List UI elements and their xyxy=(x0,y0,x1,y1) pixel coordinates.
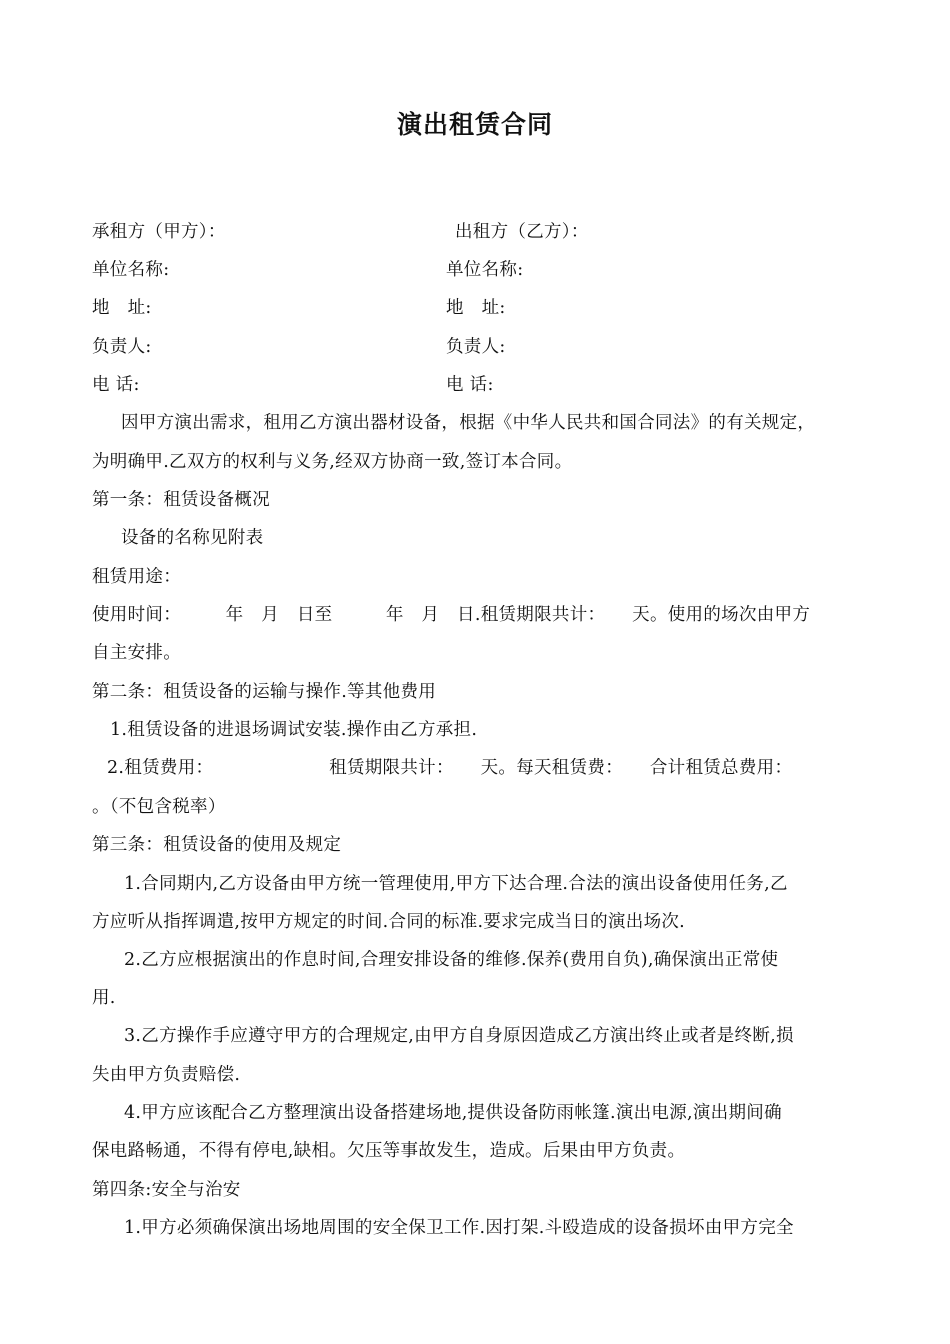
article4-item1-line1: 1.甲方必须确保演出场地周围的安全保卫工作.因打架.斗殴造成的设备损坏由甲方完全 xyxy=(124,1218,794,1238)
lessor-address-label: 地 址: xyxy=(446,298,506,318)
article3-item2-line2: 用. xyxy=(92,988,116,1008)
lessee-phone-label: 电 话: xyxy=(92,375,140,395)
article4-heading: 第四条:安全与治安 xyxy=(92,1180,241,1200)
article1-heading: 第一条：租赁设备概况 xyxy=(92,490,270,510)
article1-period-cont: 自主安排。 xyxy=(92,643,181,663)
article2-item2-cont: 。（不包含税率） xyxy=(92,797,226,817)
lessee-address-label: 地 址: xyxy=(92,298,152,318)
article3-item1-line2: 方应听从指挥调遣,按甲方规定的时间.合同的标准.要求完成当日的演出场次. xyxy=(92,912,686,932)
document-title: 演出租赁合同 xyxy=(396,110,553,139)
intro-paragraph-line1: 因甲方演出需求，租用乙方演出器材设备，根据《中华人民共和国合同法》的有关规定， xyxy=(121,413,816,433)
article2-item2: 2.租赁费用： 租赁期限共计： 天。每天租赁费： 合计租赁总费用： xyxy=(107,758,793,778)
article3-item3-line2: 失由甲方负责赔偿. xyxy=(92,1065,241,1085)
article3-heading: 第三条：租赁设备的使用及规定 xyxy=(92,835,342,855)
article3-item1-line1: 1.合同期内,乙方设备由甲方统一管理使用,甲方下达合理.合法的演出设备使用任务,乙 xyxy=(124,874,788,894)
lessee-unit-name-label: 单位名称: xyxy=(92,260,170,280)
article2-item1: 1.租赁设备的进退场调试安装.操作由乙方承担. xyxy=(110,720,478,740)
lessor-phone-label: 电 话: xyxy=(446,375,494,395)
article1-period-line: 使用时间： 年 月 日至 年 月 日.租赁期限共计： 天。使用的场次由甲方 xyxy=(92,605,811,625)
article3-item2-line1: 2.乙方应根据演出的作息时间,合理安排设备的维修.保养(费用自负),确保演出正常使 xyxy=(124,950,779,970)
lessor-heading: 出租方（乙方）： xyxy=(455,222,589,242)
article3-item3-line1: 3.乙方操作手应遵守甲方的合理规定,由甲方自身原因造成乙方演出终止或者是终断,损 xyxy=(124,1026,794,1046)
article1-purpose-line: 租赁用途： xyxy=(92,567,181,587)
lessor-person-label: 负责人: xyxy=(446,337,506,357)
article3-item4-line2: 保电路畅通，不得有停电,缺相。欠压等事故发生，造成。后果由甲方负责。 xyxy=(92,1141,686,1161)
article2-heading: 第二条：租赁设备的运输与操作.等其他费用 xyxy=(92,682,437,702)
lessor-unit-name-label: 单位名称: xyxy=(446,260,524,280)
intro-paragraph-line2: 为明确甲.乙双方的权利与义务,经双方协商一致,签订本合同。 xyxy=(92,452,573,472)
lessee-heading: 承租方（甲方）： xyxy=(92,222,226,242)
lessee-person-label: 负责人: xyxy=(92,337,152,357)
article3-item4-line1: 4.甲方应该配合乙方整理演出设备搭建场地,提供设备防雨帐篷.演出电源,演出期间确 xyxy=(124,1103,782,1123)
article1-equipment-line: 设备的名称见附表 xyxy=(121,528,264,548)
